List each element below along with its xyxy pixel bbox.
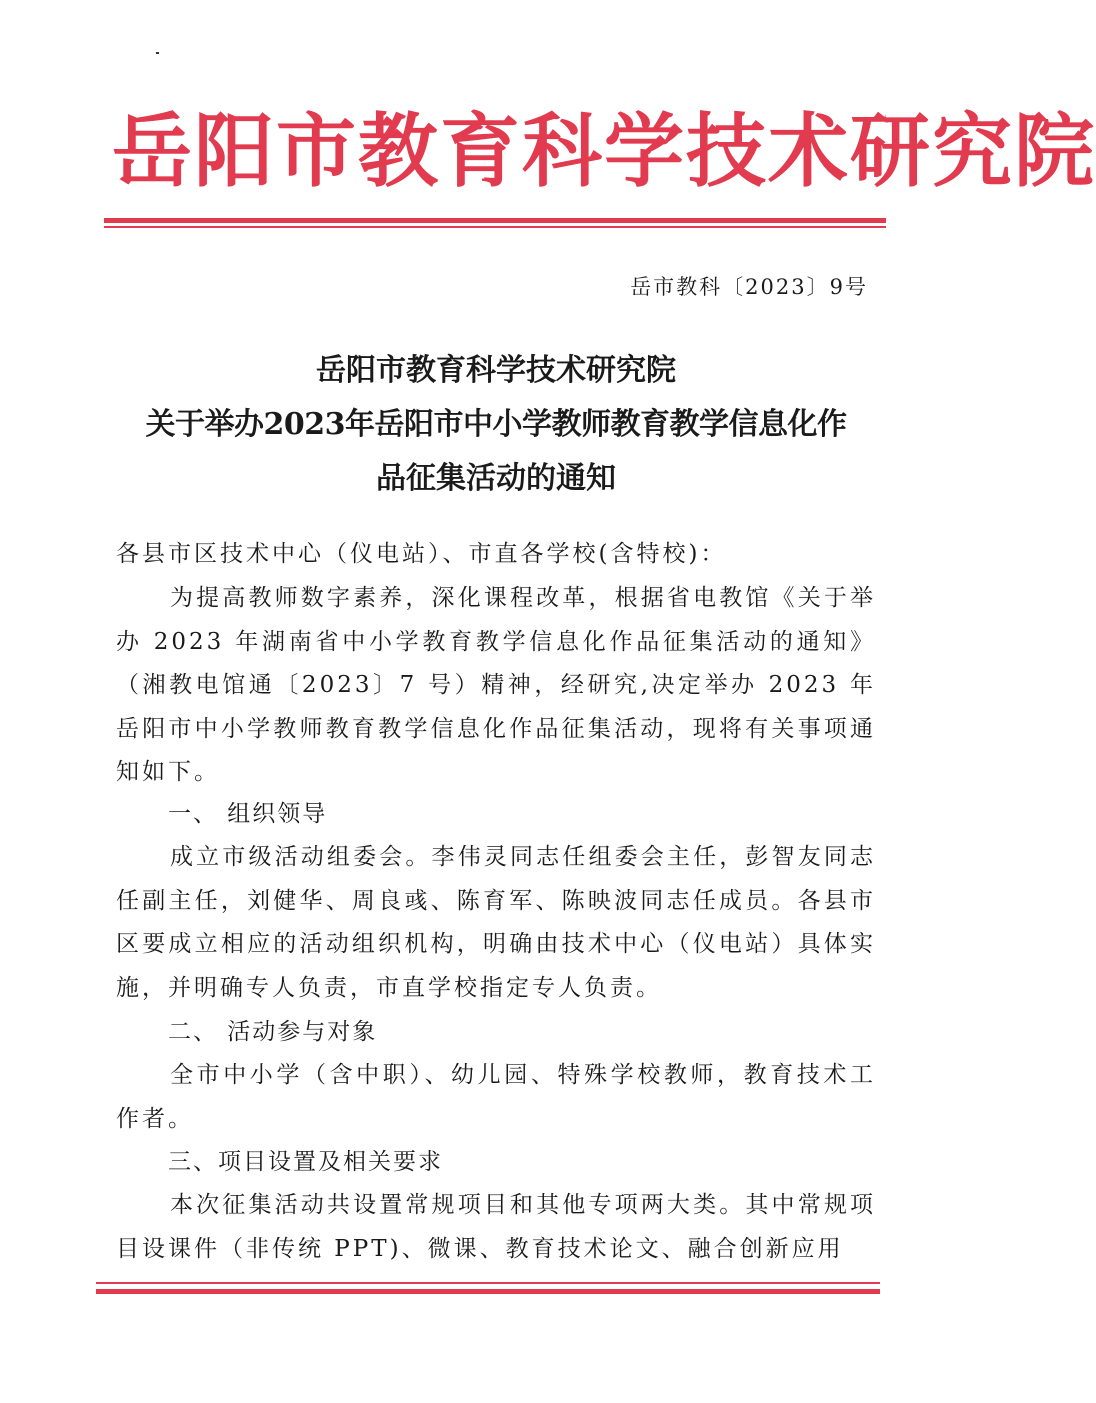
header-rule-thin [104, 226, 886, 228]
intro-paragraph: 为提高教师数字素养，深化课程改革，根据省电教馆《关于举办 2023 年湖南省中小学教育教学信息化作品征集活动的通知》（湘教电馆通〔2023〕7 号）精神，经研究,决定举办 2023 年岳阳市中小学教师教育教学信息化作品征集活动，现将有关事项通知如下。 [116, 585, 876, 785]
footer-rule-thin [96, 1282, 880, 1284]
header-rule-thick [104, 218, 886, 223]
section-1-heading: 一、 组织领导 [168, 801, 328, 827]
title-line-2: 关于举办2023年岳阳市中小学教师教育教学信息化作 [145, 407, 847, 442]
scan-speck [156, 52, 159, 54]
section-3-paragraph: 本次征集活动共设置常规项目和其他专项两大类。其中常规项目设课件（非传统 PPT)、微课、教育技术论文、融合创新应用 [116, 1192, 876, 1262]
title-line-1: 岳阳市教育科学技术研究院 [316, 353, 676, 388]
document-number: 岳市教科〔2023〕9号 [630, 275, 868, 299]
section-2-heading: 二、 活动参与对象 [168, 1019, 378, 1045]
salutation: 各县市区技术中心（仪电站）、市直各学校(含特校)： [116, 541, 727, 567]
footer-rule-thick [96, 1289, 880, 1294]
section-1-paragraph: 成立市级活动组委会。李伟灵同志任组委会主任，彭智友同志任副主任，刘健华、周良彧、陈育军、陈映波同志任成员。各县市区要成立相应的活动组织机构，明确由技术中心（仪电站）具体实施，并明确专人负责，市直学校指定专人负责。 [116, 844, 876, 1001]
org-letterhead: 岳阳市教育科学技术研究院 [112, 105, 1096, 198]
section-2-paragraph: 全市中小学（含中职）、幼儿园、特殊学校教师，教育技术工作者。 [116, 1062, 876, 1132]
section-3-heading: 三、项目设置及相关要求 [168, 1149, 443, 1175]
title-line-3: 品征集活动的通知 [376, 461, 616, 496]
